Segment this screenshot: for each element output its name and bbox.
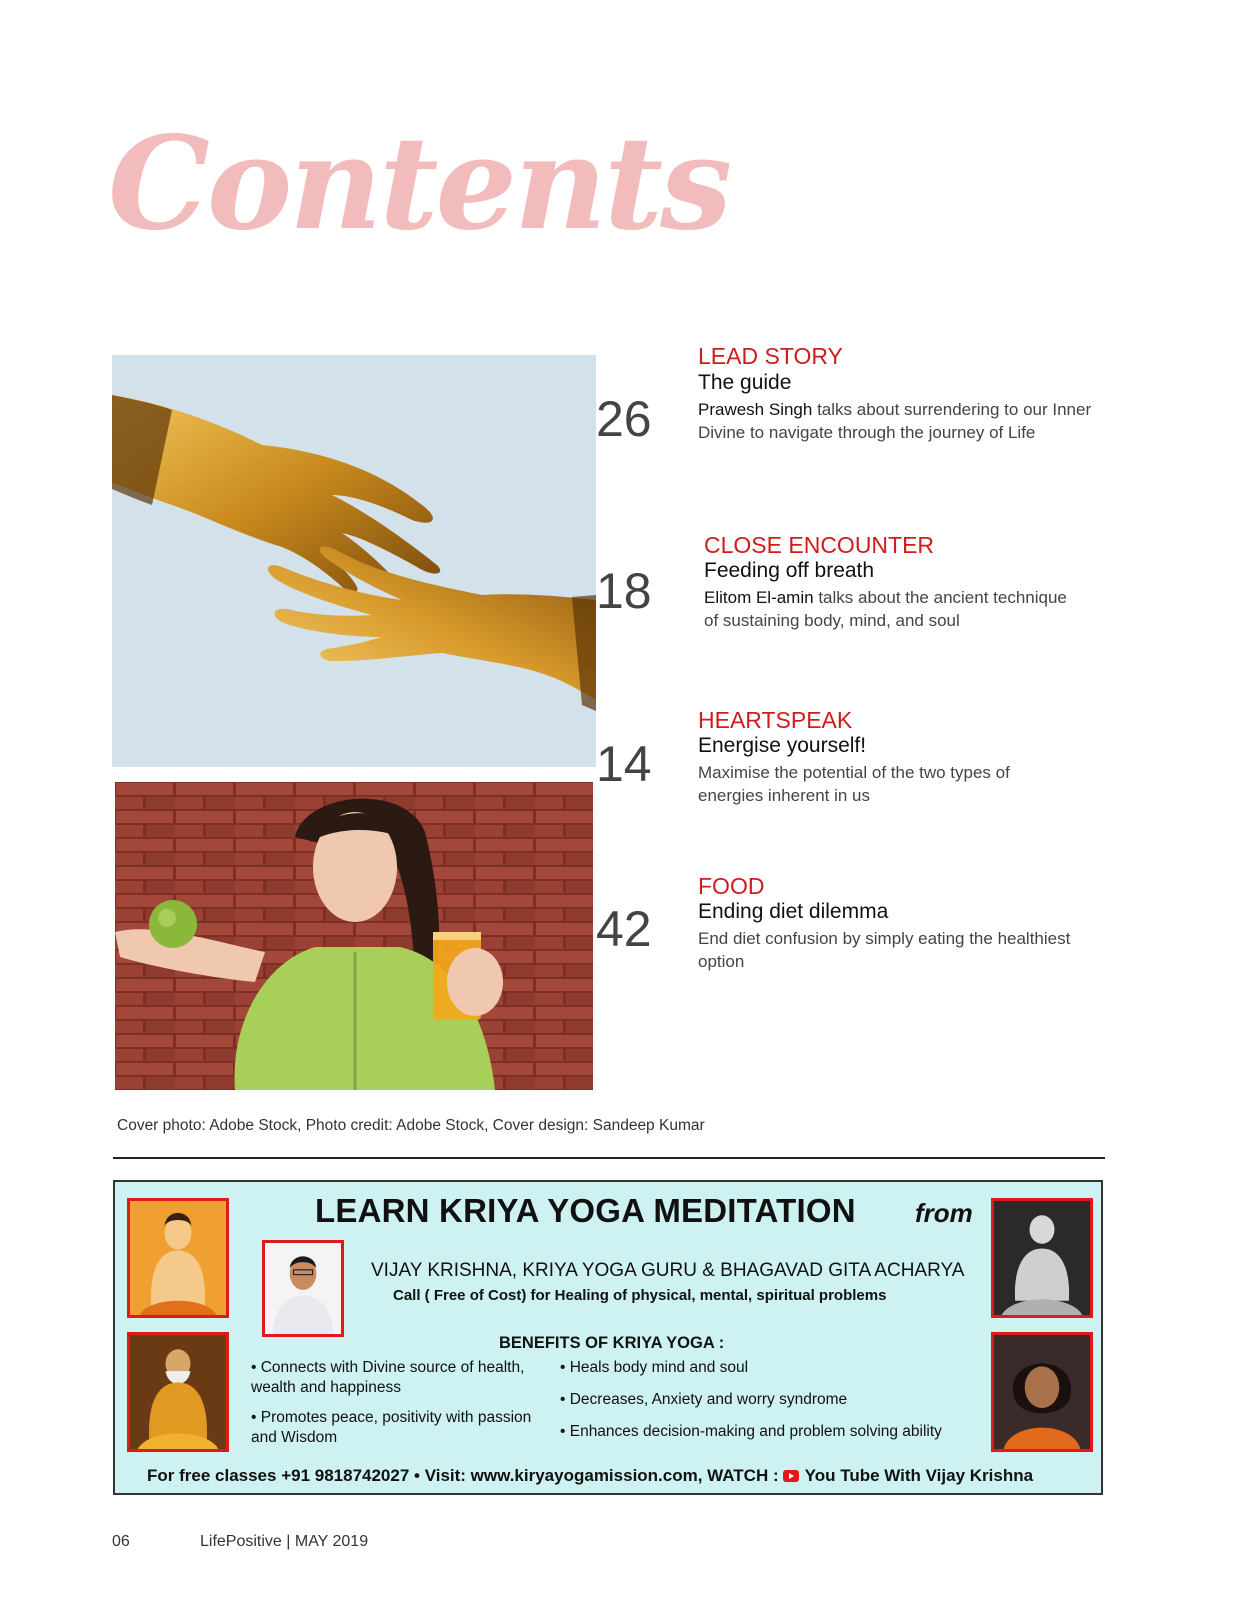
- toc-section-label: HEARTSPEAK: [698, 707, 853, 733]
- toc-headline: The guide: [698, 371, 792, 394]
- toc-section-label: FOOD: [698, 873, 765, 899]
- toc-headline: Feeding off breath: [704, 559, 875, 582]
- girl-apple-juice-photo: [115, 782, 593, 1090]
- ad-footer-contact[interactable]: For free classes +91 9818742027 • Visit: www.kiryayogamission.com, WATCH :: [147, 1466, 779, 1485]
- ad-call-text: Call ( Free of Cost) for Healing of physical, mental, spiritual problems: [393, 1287, 887, 1304]
- photo-credit: Cover photo: Adobe Stock, Photo credit: Adobe Stock, Cover design: Sandeep Kumar: [117, 1117, 705, 1134]
- toc-desc-text: End diet confusion by simply eating the healthiest option: [698, 929, 1071, 971]
- toc-description: [698, 761, 1058, 807]
- page-number: 06: [112, 1533, 130, 1550]
- toc-desc-text: talks about surrendering to our Inner Divine to navigate through the journey of Life: [698, 400, 1092, 442]
- toc-page-number: 18: [596, 563, 652, 619]
- toc-desc-text: talks about the ancient technique of sustaining body, mind, and soul: [704, 588, 1067, 630]
- ad-footer: [147, 1466, 1033, 1486]
- toc-person: Prawesh Singh: [698, 400, 813, 419]
- ad-benefit-item: • Promotes peace, positivity with passion and Wisdom: [251, 1409, 532, 1446]
- toc-person: Elitom El-amin: [704, 588, 814, 607]
- youtube-icon[interactable]: [783, 1470, 799, 1482]
- toc-description: [698, 927, 1098, 973]
- ad-portrait-babaji: [127, 1198, 229, 1318]
- toc-page-number: 14: [596, 736, 652, 792]
- toc-headline: Ending diet dilemma: [698, 900, 889, 923]
- ad-portrait-vijay-krishna: [262, 1240, 344, 1337]
- magazine-issue: LifePositive | MAY 2019: [200, 1533, 369, 1550]
- ad-portrait-sage: [127, 1332, 229, 1452]
- page-title: Contents: [108, 109, 730, 259]
- ad-portrait-yogananda: [991, 1332, 1093, 1452]
- toc-description: [698, 398, 1108, 444]
- ad-benefit-item: • Connects with Divine source of health, wealth and happiness: [251, 1359, 525, 1396]
- toc-page-number: 26: [596, 391, 652, 447]
- ad-benefit-item: • Enhances decision-making and problem solving ability: [560, 1423, 942, 1440]
- toc-headline: Energise yourself!: [698, 734, 867, 757]
- ad-benefits-title: BENEFITS OF KRIYA YOGA :: [499, 1334, 725, 1352]
- kriya-yoga-ad[interactable]: [113, 1180, 1103, 1495]
- ad-portrait-lahiri: [991, 1198, 1093, 1318]
- toc-section-label: LEAD STORY: [698, 343, 843, 369]
- toc-section-label: CLOSE ENCOUNTER: [704, 532, 935, 558]
- ad-benefit-item: • Heals body mind and soul: [560, 1359, 749, 1376]
- ad-from: from: [915, 1198, 973, 1228]
- golden-hands-photo: [112, 355, 596, 767]
- toc-page-number: 42: [596, 901, 652, 957]
- toc-desc-text: Maximise the potential of the two types of energies inherent in us: [698, 763, 1010, 805]
- ad-title: LEARN KRIYA YOGA MEDITATION: [315, 1192, 856, 1229]
- ad-benefit-item: • Decreases, Anxiety and worry syndrome: [560, 1391, 848, 1408]
- divider: [113, 1157, 1105, 1159]
- ad-guru-name: VIJAY KRISHNA, KRIYA YOGA GURU & BHAGAVAD GITA ACHARYA: [371, 1260, 965, 1281]
- ad-footer-youtube[interactable]: You Tube With Vijay Krishna: [804, 1466, 1034, 1485]
- toc-description: [704, 586, 1084, 632]
